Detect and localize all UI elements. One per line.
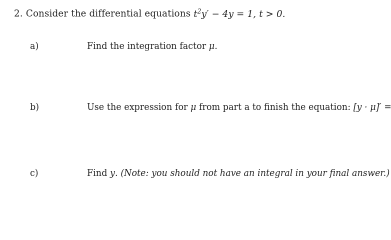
- equation: [194, 9, 286, 20]
- part-c-note: (Note: you should not have an integral in your final answer.): [120, 169, 390, 179]
- part-b-text: [87, 103, 391, 113]
- part-a-label: a): [30, 42, 39, 52]
- equation-rest: y′ − 4y = 1, t > 0.: [201, 8, 286, 20]
- part-c-label: c): [30, 169, 39, 179]
- question-title: [14, 8, 285, 20]
- part-b-tail: [y · μ]′ =: [353, 103, 391, 113]
- part-b-symbol: μ: [190, 103, 197, 113]
- part-a-text: [87, 42, 217, 52]
- part-c-text-before: Find: [87, 169, 108, 179]
- part-b-label: b): [30, 103, 40, 113]
- part-b-text-before: Use the expression for: [87, 103, 188, 113]
- part-a-text-before: Find the integration factor: [87, 42, 207, 52]
- part-b-text-after: from part a to finish the equation:: [199, 103, 351, 113]
- part-a-symbol: μ: [208, 42, 215, 52]
- part-a-text-after: .: [214, 42, 218, 52]
- question-number: 2.: [14, 8, 23, 20]
- question-intro: Consider the differential equations: [25, 8, 191, 20]
- part-c-symbol: y: [110, 169, 115, 179]
- equation-t: t: [193, 8, 198, 20]
- part-c-text: [87, 169, 390, 179]
- equation-t-exponent: 2: [197, 8, 202, 15]
- part-c-text-after: .: [115, 169, 118, 179]
